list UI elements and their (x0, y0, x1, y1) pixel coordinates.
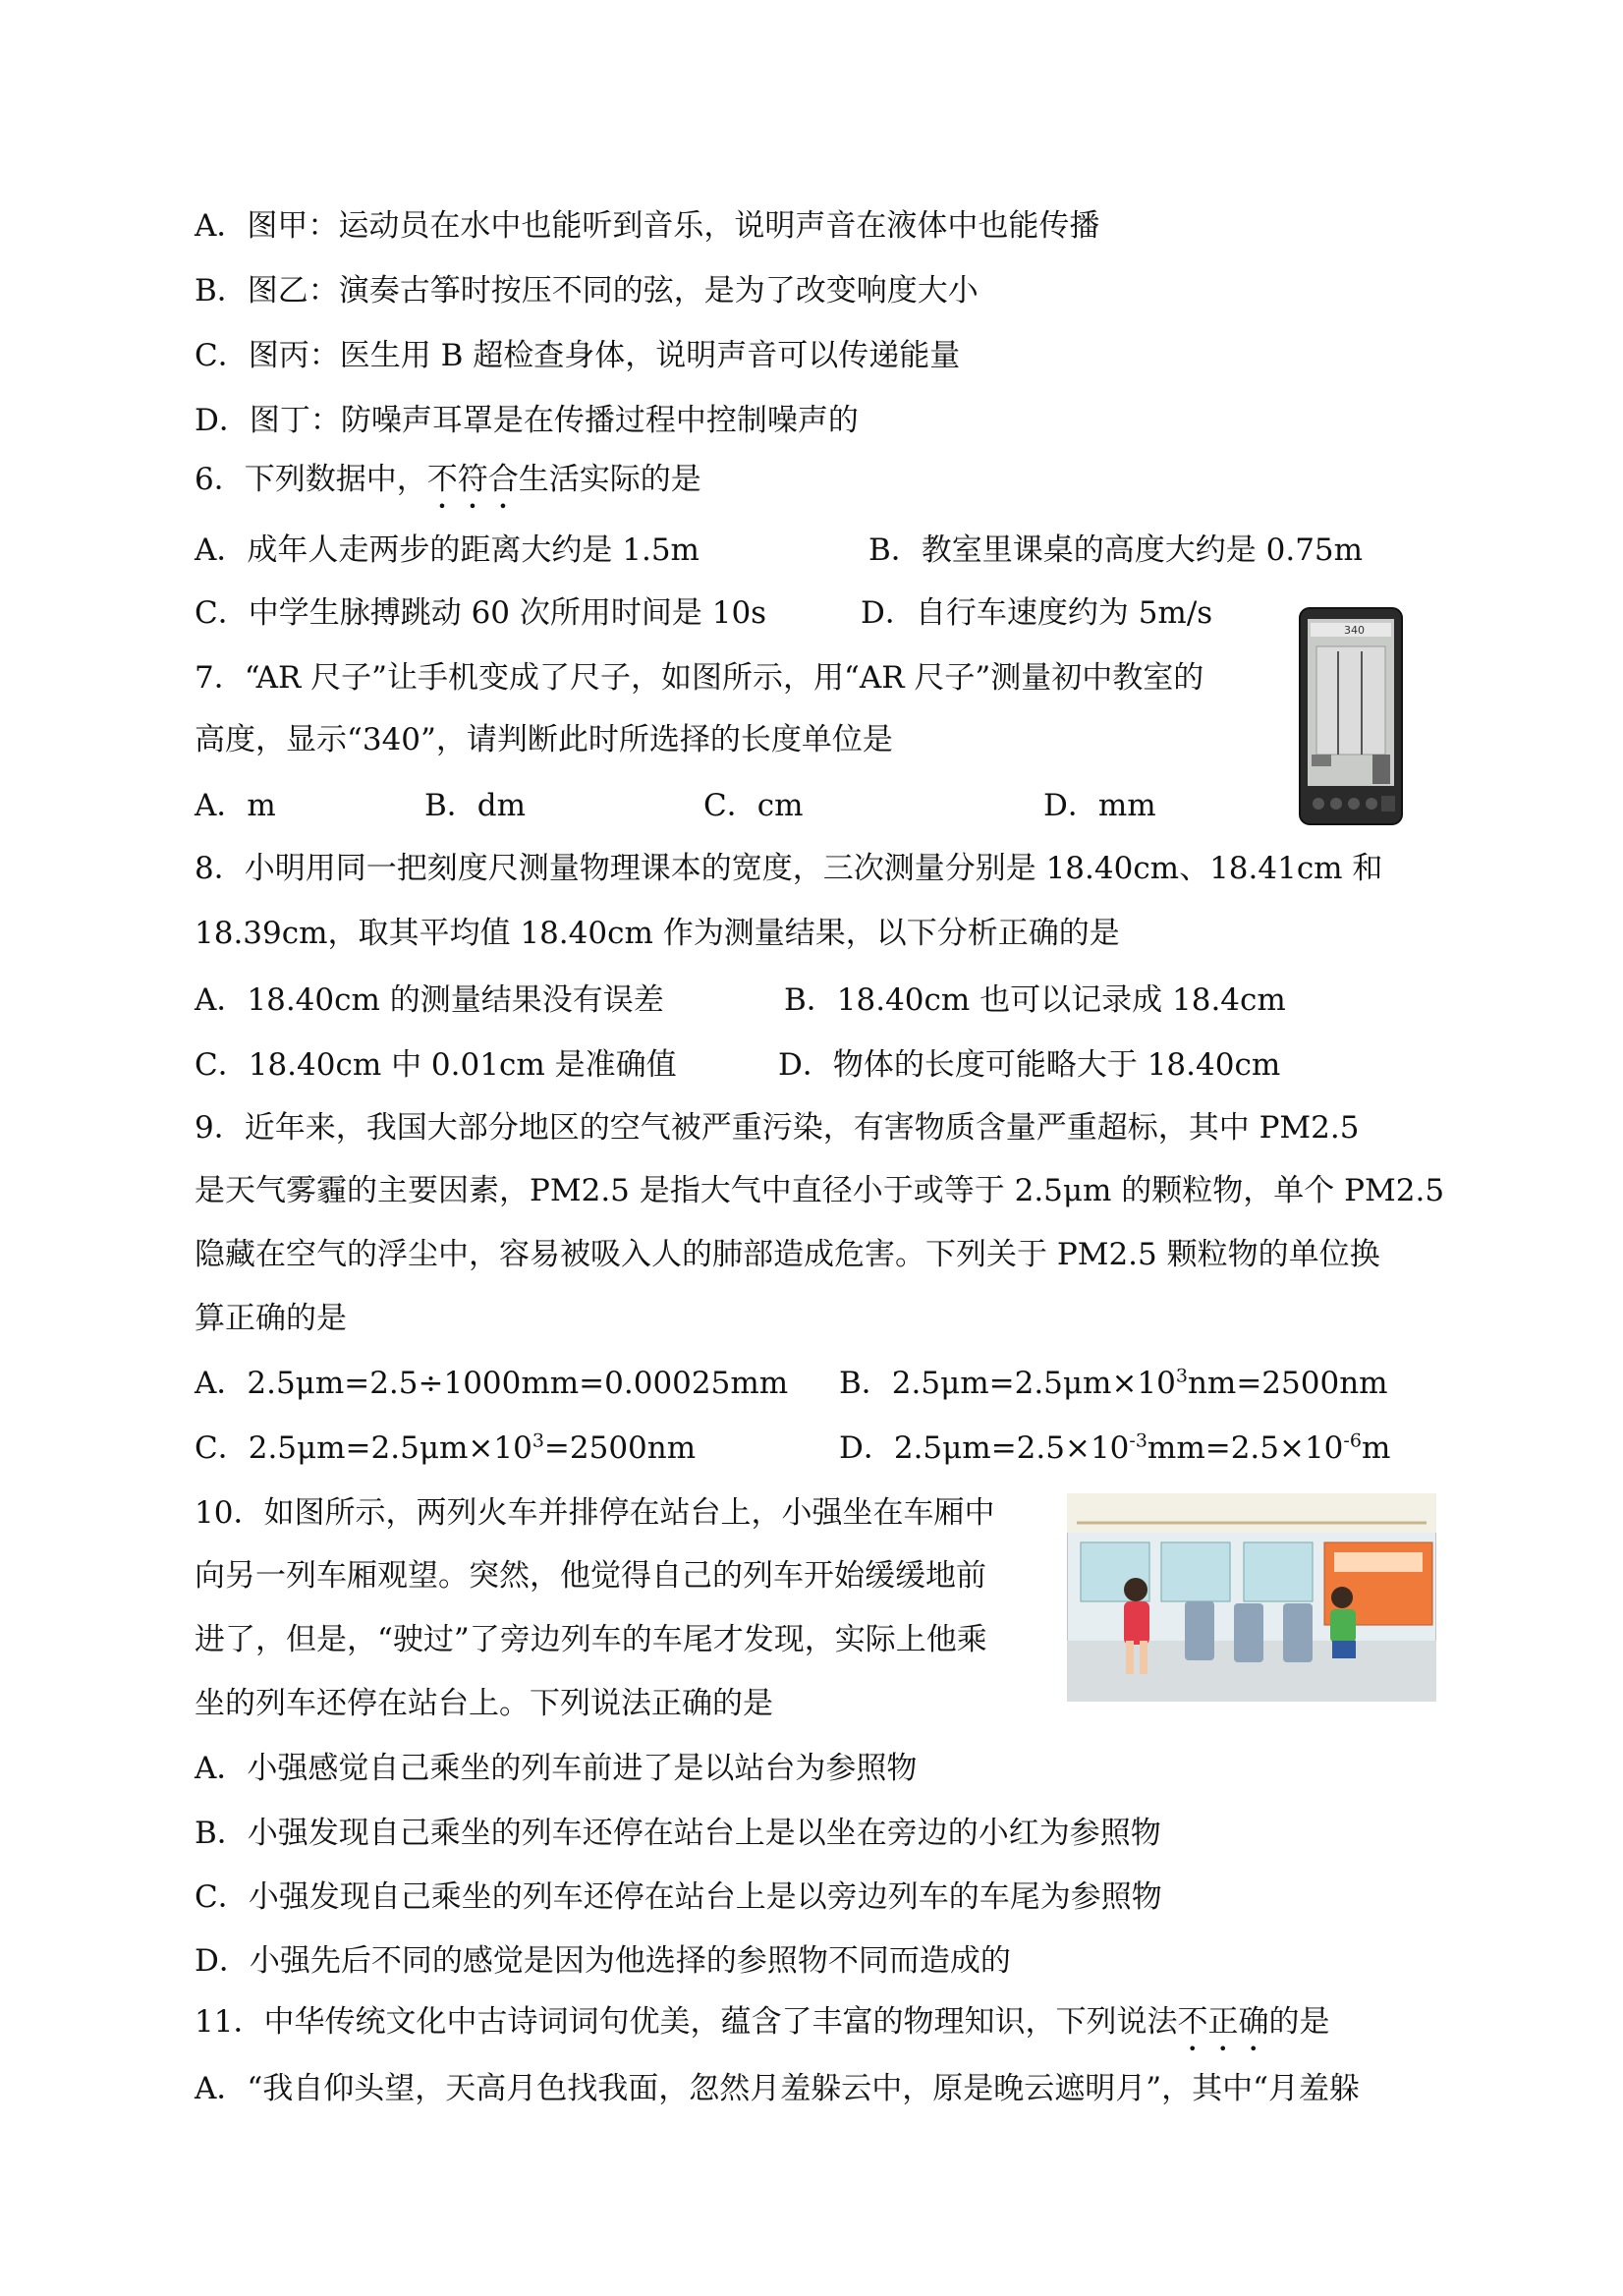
q8-option-c: C．18.40cm 中 0.01cm 是准确值 (195, 1047, 677, 1083)
train-carriage-illustration (1067, 1493, 1436, 1702)
q9-d-exponent-1: -3 (1129, 1429, 1147, 1452)
q11-stem-post: 的是 (1268, 2004, 1330, 2040)
q6-option-a: A．成年人走两步的距离大约是 1.5m (195, 532, 700, 568)
q9-line1: 9．近年来，我国大部分地区的空气被严重污染，有害物质含量严重超标，其中 PM2.5 (195, 1110, 1360, 1146)
q10-option-c: C．小强发现自己乘坐的列车还停在站台上是以旁边列车的车尾为参照物 (195, 1879, 1162, 1915)
q9-line2: 是天气雾霾的主要因素，PM2.5 是指大气中直径小于或等于 2.5μm 的颗粒物，单个 PM2.5 (195, 1173, 1445, 1208)
q9-line3: 隐藏在空气的浮尘中，容易被吸入人的肺部造成危害。下列关于 PM2.5 颗粒物的单位换 (195, 1237, 1380, 1272)
q5-option-d: D．图丁：防噪声耳罩是在传播过程中控制噪声的 (195, 403, 859, 438)
q11-stem (195, 2002, 1329, 2058)
q10-option-a: A．小强感觉自己乘坐的列车前进了是以站台为参照物 (195, 1751, 918, 1786)
q5-option-a: A．图甲：运动员在水中也能听到音乐，说明声音在液体中也能传播 (195, 208, 1100, 244)
q9-line4: 算正确的是 (195, 1301, 347, 1336)
q7-option-d: D．mm (1043, 788, 1156, 823)
q10-option-d: D．小强先后不同的感觉是因为他选择的参照物不同而造成的 (195, 1943, 1011, 1979)
q9-b-exponent: 3 (1175, 1365, 1188, 1387)
q6-stem-emphasis: 不符合 (426, 462, 519, 497)
q6-stem-post: 生活实际的是 (518, 462, 701, 497)
q6-option-d: D．自行车速度约为 5m/s (861, 595, 1213, 631)
q8-line2: 18.39cm，取其平均值 18.40cm 作为测量结果，以下分析正确的是 (195, 916, 1120, 951)
q9-d-pre: D．2.5μm=2.5×10 (839, 1430, 1130, 1466)
q7-option-a: A．m (195, 788, 276, 823)
q7-option-b: B．dm (424, 788, 527, 823)
q9-option-c (195, 1428, 696, 1468)
q7-line1: 7．“AR 尺子”让手机变成了尺子，如图所示，用“AR 尺子”测量初中教室的 (195, 660, 1204, 696)
q6-stem (195, 460, 701, 516)
q10-line3: 进了，但是，“驶过”了旁边列车的车尾才发现，实际上他乘 (195, 1622, 987, 1657)
q9-option-b (839, 1364, 1388, 1403)
q8-option-a: A．18.40cm 的测量结果没有误差 (195, 982, 664, 1018)
q11-stem-pre: 11．中华传统文化中古诗词词句优美，蕴含了丰富的物理知识，下列说法 (195, 2004, 1178, 2040)
q11-stem-emphasis: 不正确 (1177, 2004, 1269, 2040)
q8-line1: 8．小明用同一把刻度尺测量物理课本的宽度，三次测量分别是 18.40cm、18.41cm 和 (195, 851, 1383, 886)
q11-option-a: A．“我自仰头望，天高月色找我面，忽然月羞躲云中，原是晚云遮明月”，其中“月羞躲 (195, 2071, 1360, 2106)
q7-option-c: C．cm (703, 788, 804, 823)
q9-b-pre: B．2.5μm=2.5μm×10 (839, 1366, 1176, 1401)
q5-option-c: C．图丙：医生用 B 超检查身体，说明声音可以传递能量 (195, 338, 961, 373)
q10-option-b: B．小强发现自己乘坐的列车还停在站台上是以坐在旁边的小红为参照物 (195, 1816, 1161, 1851)
q9-c-pre: C．2.5μm=2.5μm×10 (195, 1430, 532, 1466)
q9-c-post: =2500nm (543, 1430, 697, 1466)
q9-d-mid: mm=2.5×10 (1147, 1430, 1344, 1466)
q9-option-d (839, 1428, 1390, 1468)
q6-option-c: C．中学生脉搏跳动 60 次所用时间是 10s (195, 595, 767, 631)
q7-line2: 高度，显示“340”，请判断此时所选择的长度单位是 (195, 722, 893, 757)
q9-d-exponent-2: -6 (1343, 1429, 1362, 1452)
q6-stem-pre: 6．下列数据中， (195, 462, 427, 497)
q9-option-a: A．2.5μm=2.5÷1000mm=0.00025mm (195, 1366, 789, 1401)
q10-line4: 坐的列车还停在站台上。下列说法正确的是 (195, 1686, 773, 1721)
ar-ruler-phone-figure (1299, 607, 1403, 825)
q8-option-b: B．18.40cm 也可以记录成 18.4cm (784, 982, 1286, 1018)
q9-d-post: m (1361, 1430, 1391, 1466)
q9-b-post: nm=2500nm (1187, 1366, 1388, 1401)
q10-line2: 向另一列车厢观望。突然，他觉得自己的列车开始缓缓地前 (195, 1558, 986, 1594)
q8-option-d: D．物体的长度可能略大于 18.40cm (778, 1047, 1281, 1083)
q6-option-b: B．教室里课桌的高度大约是 0.75m (868, 532, 1364, 568)
q5-option-b: B．图乙：演奏古筝时按压不同的弦，是为了改变响度大小 (195, 273, 979, 308)
q10-line1: 10．如图所示，两列火车并排停在站台上，小强坐在车厢中 (195, 1495, 995, 1531)
phone-display-value: 340 (1344, 624, 1365, 637)
q9-c-exponent: 3 (532, 1429, 544, 1452)
